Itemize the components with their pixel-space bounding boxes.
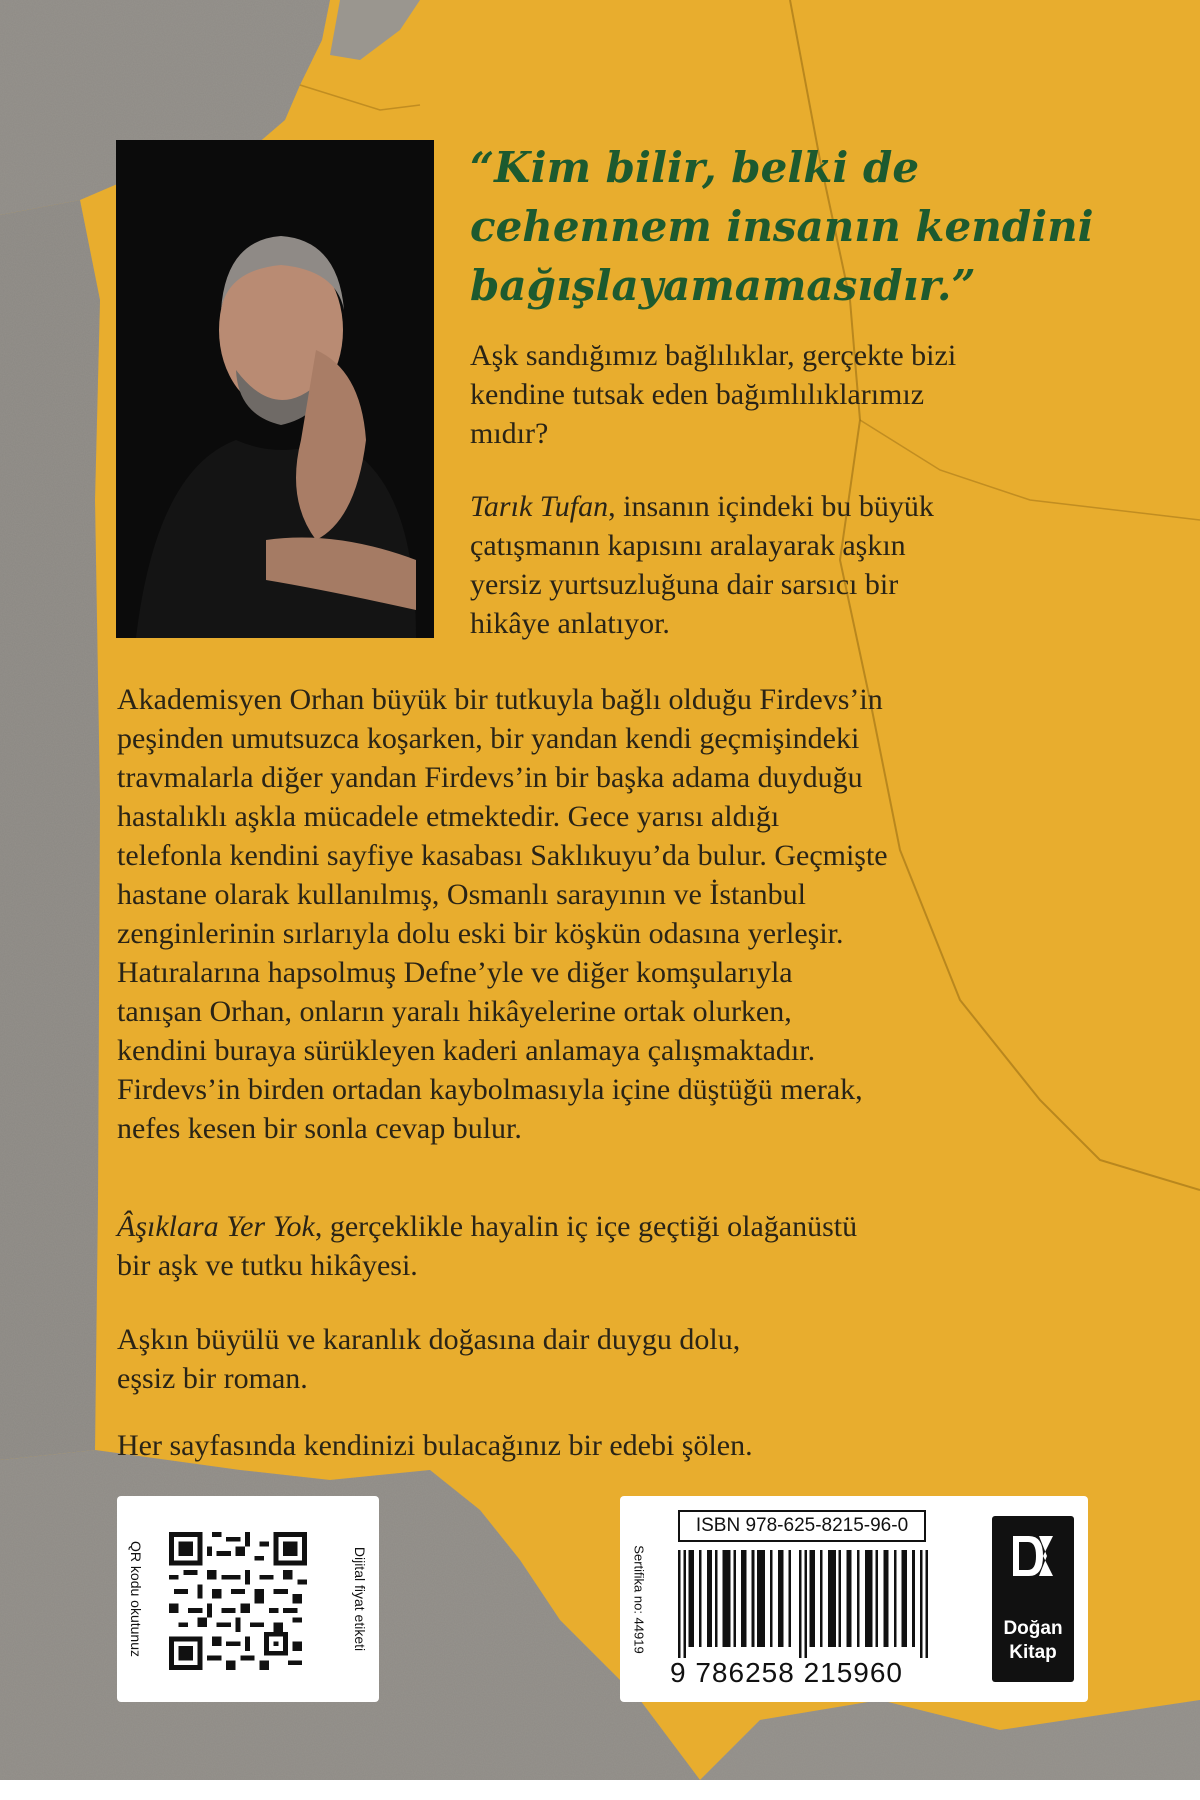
text-line: Firdevs’in birden ortadan kaybolmasıyla içine düştüğü merak, bbox=[117, 1073, 863, 1106]
dk-logo-icon bbox=[1009, 1532, 1057, 1580]
author-photo bbox=[116, 140, 434, 638]
text-line: Aşkın büyülü ve karanlık doğasına dair duygu dolu, bbox=[117, 1323, 741, 1356]
blurb-paragraph-2 bbox=[470, 487, 934, 643]
text-line: yersiz yurtsuzluğuna dair sarsıcı bir bbox=[470, 568, 899, 601]
publisher-name-line-2: Kitap bbox=[1009, 1642, 1057, 1663]
isbn-label: ISBN 978-625-8215-96-0 bbox=[678, 1510, 926, 1542]
quote-line: bağışlayamamasıdır.” bbox=[470, 261, 976, 310]
text-fragment: , gerçeklikle hayalin iç içe geçtiği olağanüstü bbox=[314, 1210, 858, 1243]
text-line: Aşk sandığımız bağlılıklar, gerçekte bizi bbox=[470, 339, 957, 372]
text-line: peşinden umutsuzca koşarken, bir yandan kendi geçmişindeki bbox=[117, 722, 860, 755]
qr-code-icon[interactable] bbox=[169, 1532, 307, 1670]
blurb-paragraph-5 bbox=[117, 1320, 740, 1398]
text-line: hikâye anlatıyor. bbox=[470, 607, 670, 640]
text-fragment: , insanın içindeki bu büyük bbox=[608, 490, 934, 523]
quote-line: cehennem insanın kendini bbox=[470, 202, 1094, 251]
blurb-paragraph-6 bbox=[117, 1426, 753, 1465]
blurb-paragraph-3 bbox=[117, 680, 888, 1148]
certificate-wrap bbox=[624, 1496, 654, 1702]
text-line: telefonla kendini sayfiye kasabası Saklıkuyu’da bulur. Geçmişte bbox=[117, 839, 888, 872]
text-line bbox=[117, 1207, 857, 1246]
text-line: hastane olarak kullanılmış, Osmanlı sarayının ve İstanbul bbox=[117, 878, 807, 911]
text-line: zenginlerinin sırlarıyla dolu eski bir köşkün odasına yerleşir. bbox=[117, 917, 844, 950]
text-line: mıdır? bbox=[470, 417, 549, 450]
qr-instruction: QR kodu okutunuz bbox=[128, 1541, 144, 1657]
certificate-number: Sertifika no: 44919 bbox=[631, 1544, 647, 1654]
publisher-logo bbox=[992, 1516, 1074, 1682]
blurb-paragraph-1 bbox=[470, 336, 956, 453]
author-name: Tarık Tufan bbox=[470, 490, 609, 523]
barcode-icon bbox=[678, 1550, 928, 1658]
text-line: kendine tutsak eden bağımlılıklarımız bbox=[470, 378, 925, 411]
blurb-paragraph-4 bbox=[117, 1207, 857, 1285]
text-line bbox=[470, 487, 934, 526]
text-line: travmalarla diğer yandan Firdevs’in bir başka adama duyduğu bbox=[117, 761, 863, 794]
price-label-caption: Dijital fiyat etiketi bbox=[352, 1546, 369, 1652]
text-line: nefes kesen bir sonla cevap bulur. bbox=[117, 1112, 522, 1145]
digital-price-label bbox=[117, 1496, 379, 1702]
pull-quote bbox=[470, 138, 1150, 315]
text-line: eşsiz bir roman. bbox=[117, 1362, 308, 1395]
qr-instruction-wrap bbox=[121, 1496, 151, 1702]
isbn-barcode-panel bbox=[620, 1496, 1088, 1702]
barcode-number: 9 786258 215960 bbox=[670, 1657, 903, 1688]
text-line: Her sayfasında kendinizi bulacağınız bir edebi şölen. bbox=[117, 1429, 753, 1462]
text-line: çatışmanın kapısını aralayarak aşkın bbox=[470, 529, 906, 562]
text-line: tanışan Orhan, onların yaralı hikâyelerine ortak olurken, bbox=[117, 995, 792, 1028]
text-line: Hatıralarına hapsolmuş Defne’yle ve diğer komşularıyla bbox=[117, 956, 793, 989]
text-line: hastalıklı aşkla mücadele etmektedir. Gece yarısı aldığı bbox=[117, 800, 780, 833]
quote-line: “Kim bilir, belki de bbox=[470, 143, 920, 192]
text-line: bir aşk ve tutku hikâyesi. bbox=[117, 1249, 418, 1282]
text-line: kendini buraya sürükleyen kaderi anlamaya çalışmaktadır. bbox=[117, 1034, 816, 1067]
publisher-name-line-1: Doğan bbox=[1003, 1618, 1063, 1639]
book-title: Âşıklara Yer Yok bbox=[117, 1210, 315, 1243]
text-line: Akademisyen Orhan büyük bir tutkuyla bağlı olduğu Firdevs’in bbox=[117, 683, 883, 716]
price-label-caption-wrap bbox=[345, 1496, 375, 1702]
